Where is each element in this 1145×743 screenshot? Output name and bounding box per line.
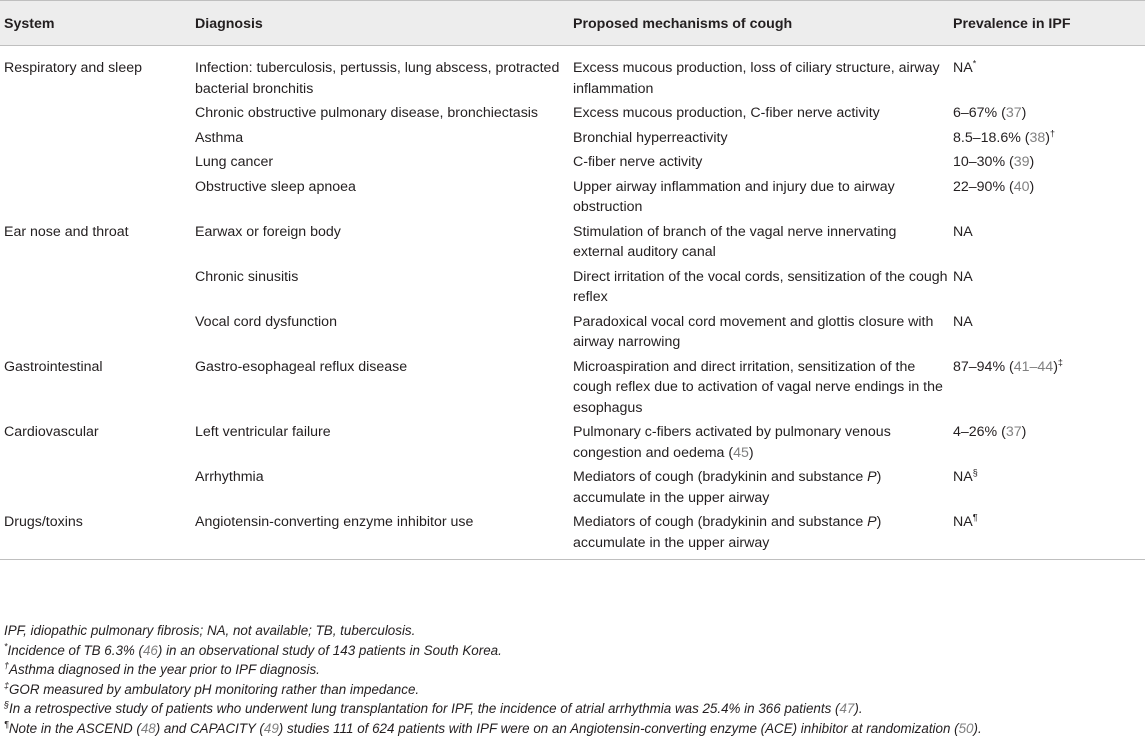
cell-diagnosis: Angiotensin-converting enzyme inhibitor use bbox=[191, 510, 569, 560]
cell-prevalence bbox=[949, 101, 1145, 126]
footnote-4 bbox=[4, 699, 1144, 719]
prevalence-text: NA bbox=[953, 514, 973, 530]
footnote-mark: † bbox=[1050, 127, 1056, 138]
cell-system bbox=[0, 265, 191, 310]
footnote-text: Note in the ASCEND ( bbox=[8, 720, 141, 736]
mechanism-text: ) accumulate in the upper airway bbox=[573, 514, 882, 551]
mechanism-text: Paradoxical vocal cord movement and glottis closure with airway narrowing bbox=[573, 313, 934, 350]
prevalence-text: ) bbox=[1053, 358, 1058, 375]
prevalence-text: 22–90% ( bbox=[953, 178, 1014, 195]
footnote-text: In a retrospective study of patients who underwent lung transplantation for IPF, the incidence of atrial arrhythmia was 25.4% in 366 patients ( bbox=[9, 701, 840, 717]
reference-link[interactable]: 45 bbox=[733, 444, 749, 461]
header-row bbox=[0, 1, 1145, 46]
cell-system bbox=[0, 126, 191, 151]
cell-system bbox=[0, 101, 191, 126]
cell-system: Cardiovascular bbox=[4, 424, 99, 440]
cell-diagnosis: Vocal cord dysfunction bbox=[195, 313, 337, 330]
header-system: System bbox=[4, 16, 55, 33]
prevalence-text: NA bbox=[953, 268, 973, 285]
prevalence-text: 8.5–18.6% ( bbox=[953, 129, 1030, 146]
cell-mechanism bbox=[569, 46, 949, 102]
footnote-mark: § bbox=[972, 467, 978, 478]
cell-mechanism bbox=[569, 420, 949, 465]
cell-prevalence bbox=[949, 355, 1145, 421]
reference-link[interactable]: 48 bbox=[140, 720, 156, 736]
prevalence-text: NA bbox=[953, 313, 973, 330]
footnote-mark: * bbox=[972, 58, 977, 69]
cell-diagnosis: Gastro-esophageal reflux disease bbox=[195, 358, 408, 375]
table-row bbox=[0, 46, 1145, 102]
table-footnotes bbox=[4, 621, 1144, 739]
cell-diagnosis: Arrhythmia bbox=[195, 469, 264, 485]
footnote-text: Incidence of TB 6.3% ( bbox=[7, 642, 143, 658]
reference-link[interactable]: 39 bbox=[1013, 154, 1030, 170]
footnote-text: ) in an observational study of 143 patients in South Korea. bbox=[157, 642, 502, 658]
prevalence-text: 6–67% ( bbox=[953, 105, 1006, 121]
prevalence-text: NA bbox=[953, 60, 973, 76]
cell-diagnosis: Chronic sinusitis bbox=[195, 268, 299, 285]
mechanism-text: Excess mucous production, loss of ciliary structure, airway inflammation bbox=[573, 60, 940, 97]
cell-mechanism bbox=[569, 355, 949, 421]
reference-link[interactable]: 40 bbox=[1013, 178, 1030, 195]
footnote-abbrev-text: IPF, idiopathic pulmonary fibrosis; NA, not available; TB, tuberculosis. bbox=[4, 623, 416, 638]
cell-system bbox=[0, 310, 191, 355]
table-row bbox=[0, 220, 1145, 265]
footnote-1 bbox=[4, 641, 1144, 661]
cell-system: Drugs/toxins bbox=[0, 510, 191, 560]
cell-diagnosis: Chronic obstructive pulmonary disease, bronchiectasis bbox=[195, 105, 539, 121]
header-mechanism: Proposed mechanisms of cough bbox=[573, 16, 793, 33]
table-row bbox=[0, 465, 1145, 510]
mechanism-text: Excess mucous production, C-fiber nerve activity bbox=[573, 105, 880, 121]
prevalence-text: 87–94% ( bbox=[953, 358, 1014, 375]
reference-link[interactable]: 41–44 bbox=[1013, 358, 1054, 375]
mechanism-text: Stimulation of branch of the vagal nerve innervating external auditory canal bbox=[573, 223, 897, 260]
cell-prevalence bbox=[949, 420, 1145, 465]
cell-mechanism bbox=[569, 126, 949, 151]
footnote-text: ). bbox=[973, 720, 982, 736]
footnote-5 bbox=[4, 719, 1144, 739]
reference-link[interactable]: 46 bbox=[142, 642, 158, 658]
prevalence-text: ) bbox=[1021, 105, 1027, 121]
reference-link[interactable]: 50 bbox=[958, 720, 974, 736]
prevalence-text: NA bbox=[953, 223, 973, 240]
mechanism-text: Microaspiration and direct irritation, sensitization of the cough reflex due to activation of vagal nerve endings in the esophagus bbox=[573, 358, 943, 416]
cell-mechanism bbox=[569, 175, 949, 220]
prevalence-text: NA bbox=[953, 469, 973, 485]
reference-link[interactable]: 38 bbox=[1029, 129, 1046, 146]
prevalence-text: 10–30% ( bbox=[953, 154, 1014, 170]
cell-mechanism bbox=[569, 510, 949, 560]
footnote-2 bbox=[4, 660, 1144, 680]
cell-diagnosis: Asthma bbox=[195, 129, 244, 146]
mechanism-text: Pulmonary c-fibers activated by pulmonary venous congestion and oedema ( bbox=[573, 424, 891, 461]
prevalence-text: ) bbox=[1029, 178, 1035, 195]
table-row bbox=[0, 355, 1145, 421]
mechanism-text: Direct irritation of the vocal cords, sensitization of the cough reflex bbox=[573, 268, 948, 305]
mechanism-text: Bronchial hyperreactivity bbox=[573, 129, 728, 146]
prevalence-text: ) bbox=[1045, 129, 1051, 146]
prevalence-text: ) bbox=[1029, 154, 1035, 170]
mechanism-text: Mediators of cough (bradykinin and substance bbox=[573, 514, 868, 530]
table-row bbox=[0, 265, 1145, 310]
footnote-mark: ¶ bbox=[4, 719, 9, 730]
footnote-text: Asthma diagnosed in the year prior to IPF diagnosis. bbox=[9, 662, 320, 678]
mechanism-italic: P bbox=[867, 469, 877, 485]
table-row bbox=[0, 126, 1145, 151]
footnote-mark: § bbox=[4, 699, 10, 710]
cell-diagnosis: Left ventricular failure bbox=[195, 424, 331, 440]
prevalence-text: ) bbox=[1021, 424, 1027, 440]
footnote-text: GOR measured by ambulatory pH monitoring rather than impedance. bbox=[9, 681, 420, 697]
table-body bbox=[0, 46, 1145, 560]
cell-mechanism bbox=[569, 101, 949, 126]
cell-system: Respiratory and sleep bbox=[4, 60, 143, 76]
table-row bbox=[0, 175, 1145, 220]
header-prevalence: Prevalence in IPF bbox=[953, 16, 1071, 33]
table-row bbox=[0, 150, 1145, 175]
cell-prevalence bbox=[949, 46, 1145, 102]
table-row bbox=[0, 101, 1145, 126]
footnote-text: ). bbox=[854, 701, 863, 717]
table-header bbox=[0, 1, 1145, 46]
cell-prevalence bbox=[949, 265, 1145, 310]
footnote-text: ) studies 111 of 624 patients with IPF were on an Angiotensin-converting enzyme (ACE) inhibitor at randomization ( bbox=[278, 720, 959, 736]
cell-mechanism bbox=[569, 465, 949, 510]
header-diagnosis: Diagnosis bbox=[195, 16, 263, 33]
cell-system bbox=[0, 175, 191, 220]
cell-diagnosis: Lung cancer bbox=[195, 154, 274, 170]
reference-link[interactable]: 49 bbox=[263, 720, 279, 736]
prevalence-text: 4–26% ( bbox=[953, 424, 1006, 440]
footnote-mark: ‡ bbox=[4, 680, 10, 691]
footnote-mark: † bbox=[4, 660, 10, 671]
cell-mechanism bbox=[569, 265, 949, 310]
cell-mechanism bbox=[569, 220, 949, 265]
table-row bbox=[0, 310, 1145, 355]
cell-system bbox=[0, 465, 191, 510]
cell-prevalence bbox=[949, 465, 1145, 510]
mechanism-text: Mediators of cough (bradykinin and substance bbox=[573, 469, 868, 485]
mechanism-text: C-fiber nerve activity bbox=[573, 154, 703, 170]
cell-prevalence bbox=[949, 220, 1145, 265]
footnote-3 bbox=[4, 680, 1144, 700]
table-row bbox=[0, 420, 1145, 465]
cell-prevalence bbox=[949, 310, 1145, 355]
reference-link[interactable]: 47 bbox=[839, 701, 855, 717]
cell-system: Gastrointestinal bbox=[4, 358, 103, 375]
mechanism-text: ) bbox=[748, 444, 754, 461]
cell-system bbox=[0, 150, 191, 175]
reference-link[interactable]: 37 bbox=[1005, 105, 1022, 121]
mechanism-text: ) accumulate in the upper airway bbox=[573, 469, 882, 506]
cell-prevalence bbox=[949, 510, 1145, 560]
cell-diagnosis: Earwax or foreign body bbox=[195, 223, 341, 240]
cell-diagnosis: Infection: tuberculosis, pertussis, lung abscess, protracted bacterial bronchitis bbox=[195, 60, 560, 97]
cell-system: Ear nose and throat bbox=[4, 223, 129, 240]
cell-prevalence bbox=[949, 126, 1145, 151]
footnote-abbreviations bbox=[4, 621, 1144, 641]
mechanism-italic: P bbox=[867, 514, 877, 530]
cell-prevalence bbox=[949, 150, 1145, 175]
cell-diagnosis: Obstructive sleep apnoea bbox=[195, 178, 356, 195]
cell-mechanism bbox=[569, 310, 949, 355]
cell-mechanism bbox=[569, 150, 949, 175]
footnote-mark: * bbox=[4, 641, 8, 652]
footnote-text: ) and CAPACITY ( bbox=[155, 720, 264, 736]
cell-prevalence bbox=[949, 175, 1145, 220]
footnote-mark: ¶ bbox=[972, 512, 978, 523]
table-row bbox=[0, 510, 1145, 560]
mechanism-text: Upper airway inflammation and injury due to airway obstruction bbox=[573, 178, 895, 215]
reference-link[interactable]: 37 bbox=[1005, 424, 1022, 440]
footnote-mark: ‡ bbox=[1057, 356, 1063, 367]
